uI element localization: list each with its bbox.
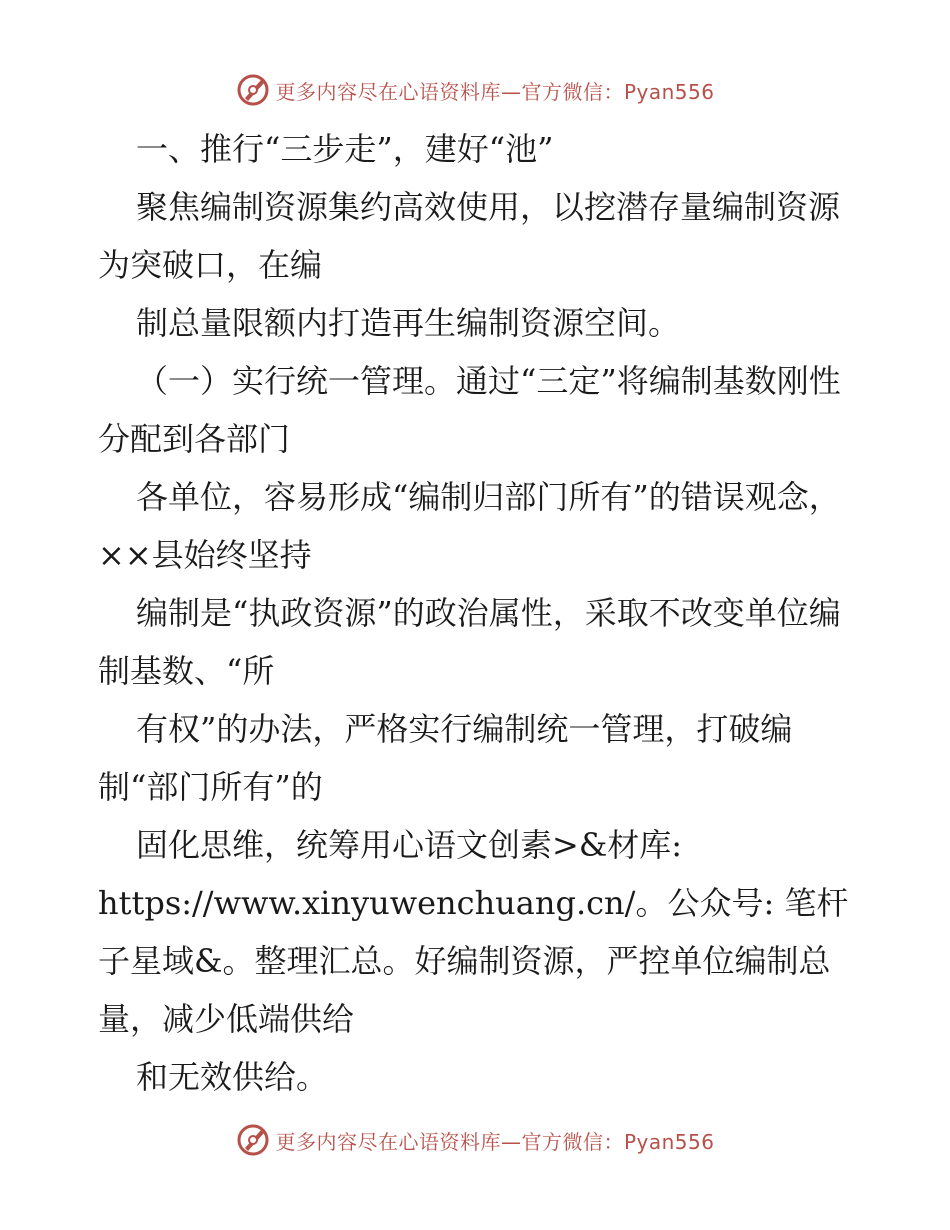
paragraph-line: 聚焦编制资源集约高效使用，以挖潜存量编制资源为突破口，在编 [98, 188, 841, 284]
paragraph-line: 和无效供给。 [136, 1058, 329, 1096]
paragraph-line: 制总量限额内打造再生编制资源空间。 [136, 304, 681, 342]
section-heading: 一、推行“三步走”，建好“池” [136, 130, 554, 168]
header-watermark-banner [0, 70, 950, 110]
footer-watermark-banner [0, 1120, 950, 1160]
footer-watermark-text: 更多内容尽在心语资料库—官方微信：Pyan556 [275, 1129, 715, 1154]
paragraph-line: 编制是“执政资源”的政治属性，采取不改变单位编制基数、“所 [98, 594, 841, 690]
paragraph-line: 有权”的办法，严格实行编制统一管理，打破编制“部门所有”的 [98, 710, 793, 806]
header-watermark-text: 更多内容尽在心语资料库—官方微信：Pyan556 [275, 79, 715, 104]
pen-logo-icon [235, 1122, 271, 1158]
document-body [98, 120, 858, 1106]
paragraph-line: 各单位，容易形成“编制归部门所有”的错误观念，××县始终坚持 [98, 478, 841, 574]
paragraph-line-url: https://www.xinyuwenchuang.cn/。公众号: 笔杆子星域&。整理汇总。好编制资源，严控单位编制总量，减少低端供给 [98, 884, 849, 1038]
pen-logo-icon [235, 72, 271, 108]
paragraph-line: （一）实行统一管理。通过“三定”将编制基数刚性分配到各部门 [98, 362, 841, 458]
paragraph-line: 固化思维，统筹用心语文创素>&材库: [136, 826, 683, 864]
